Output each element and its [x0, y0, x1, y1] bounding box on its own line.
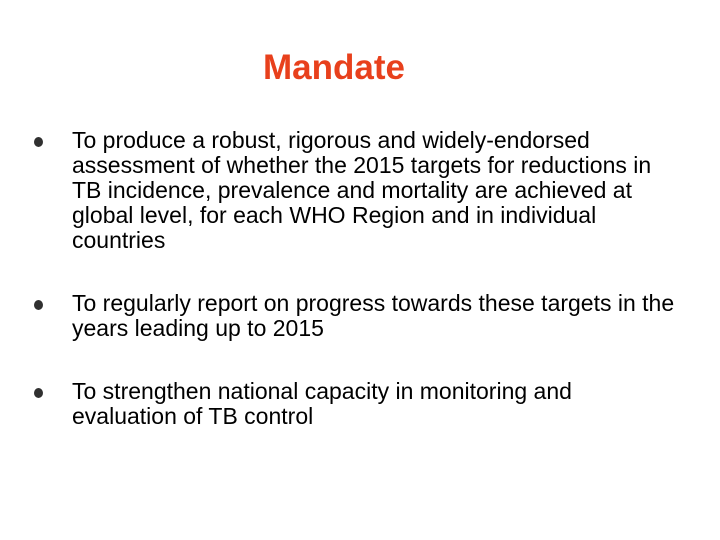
- bullet-text: To produce a robust, rigorous and widely-endorsed assessment of whether the 2015 targets for reductions in TB incidence, prevalence and mortality are achieved at global level, for each WHO Region and in individual countries: [72, 127, 652, 253]
- bullet-list: [30, 128, 680, 429]
- bullet-item: [30, 291, 680, 341]
- bullet-item: [30, 128, 680, 253]
- bullet-text: To regularly report on progress towards these targets in the years leading up to 2015: [72, 290, 675, 341]
- bullet-dot-icon: [34, 300, 43, 310]
- bullet-dot-icon: [34, 137, 43, 147]
- bullet-item: [30, 379, 680, 429]
- bullet-dot-icon: [34, 388, 43, 398]
- bullet-text: To strengthen national capacity in monitoring and evaluation of TB control: [72, 378, 572, 429]
- slide-title: Mandate: [263, 48, 405, 87]
